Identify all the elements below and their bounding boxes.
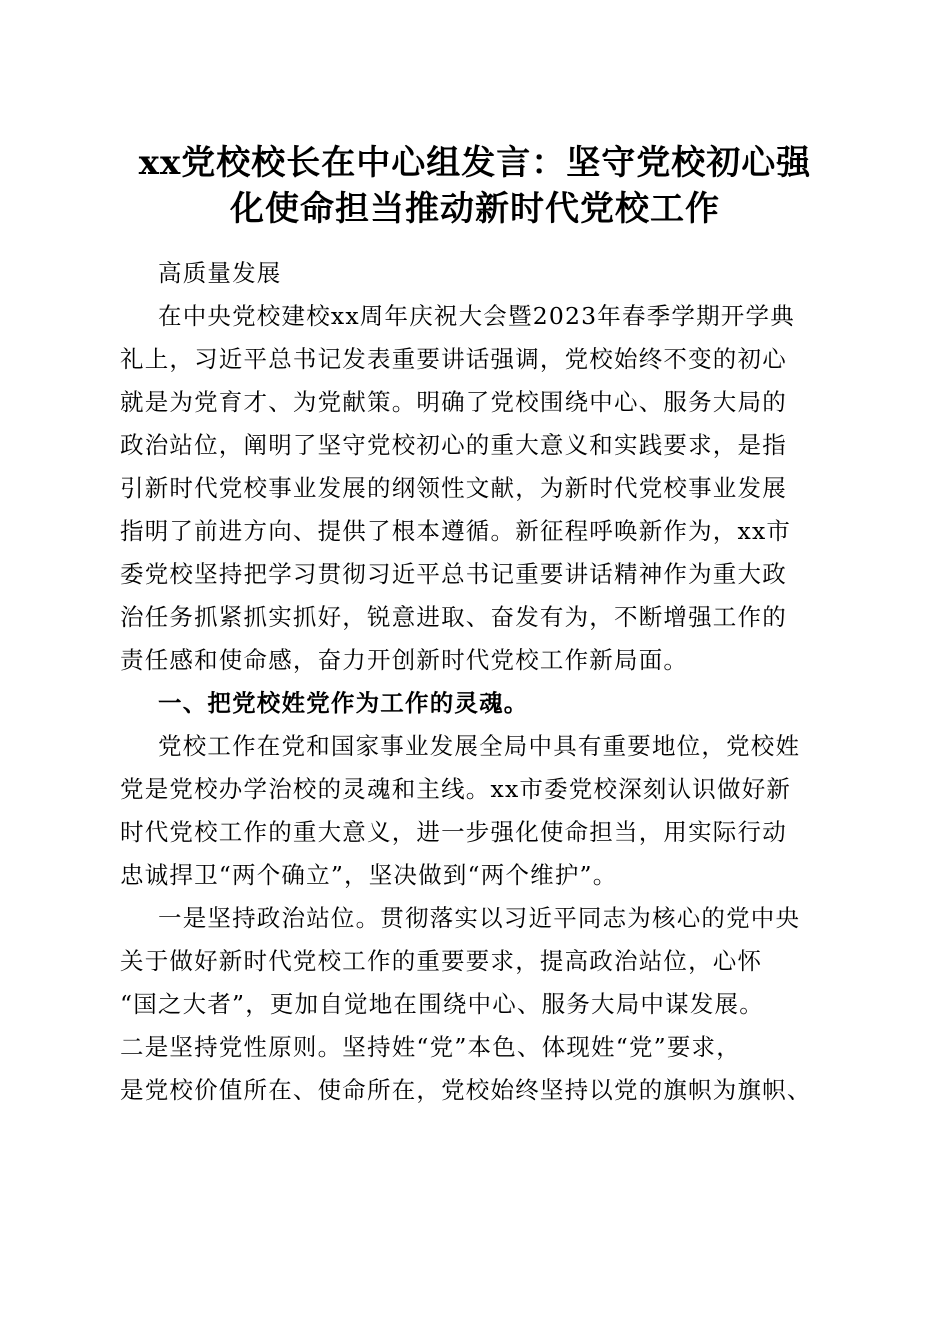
para2-line-1: 党校工作在党和国家事业发展全局中具有重要地位，党校姓 bbox=[158, 732, 801, 760]
para2-line-4: 忠诚捍卫“两个确立”，坚决做到“两个维护”。 bbox=[120, 861, 618, 889]
para1-line-6: 指明了前进方向、提供了根本遵循。新征程呼唤新作为，xx市 bbox=[120, 517, 792, 545]
para1-line-9: 责任感和使命感，奋力开创新时代党校工作新局面。 bbox=[120, 646, 689, 674]
para1-line-7: 委党校坚持把学习贯彻习近平总书记重要讲话精神作为重大政 bbox=[120, 560, 787, 588]
para1-line-1: 在中央党校建校xx周年庆祝大会暨2023年春季学期开学典 bbox=[158, 302, 795, 330]
para3-line-3: “国之大者”，更加自觉地在围绕中心、服务大局中谋发展。 bbox=[120, 990, 764, 1018]
subtitle: 高质量发展 bbox=[158, 259, 282, 287]
para3-line-2: 关于做好新时代党校工作的重要要求，提高政治站位，心怀 bbox=[120, 947, 763, 975]
document-title bbox=[100, 140, 850, 232]
para2-line-2: 党是党校办学治校的灵魂和主线。xx市委党校深刻认识做好新 bbox=[120, 775, 792, 803]
para3-line-1: 一是坚持政治站位。贯彻落实以习近平同志为核心的党中央 bbox=[158, 904, 801, 932]
title-line-1: xx党校校长在中心组发言：坚守党校初心强 bbox=[138, 143, 812, 183]
para1-line-2: 礼上，习近平总书记发表重要讲话强调，党校始终不变的初心 bbox=[120, 345, 787, 373]
para1-line-8: 治任务抓紧抓实抓好，锐意进取、奋发有为，不断增强工作的 bbox=[120, 603, 787, 631]
para3-line-5: 是党校价值所在、使命所在，党校始终坚持以党的旗帜为旗帜、 bbox=[120, 1076, 812, 1104]
para1-line-4: 政治站位，阐明了坚守党校初心的重大意义和实践要求，是指 bbox=[120, 431, 787, 459]
para3-line-4: 二是坚持党性原则。坚持姓“党”本色、体现姓“党”要求， bbox=[120, 1033, 741, 1061]
para1-line-5: 引新时代党校事业发展的纲领性文献，为新时代党校事业发展 bbox=[120, 474, 787, 502]
section-heading-1: 一、把党校姓党作为工作的灵魂。 bbox=[158, 689, 529, 717]
title-line-2: 化使命担当推动新时代党校工作 bbox=[230, 189, 720, 229]
para2-line-3: 时代党校工作的重大意义，进一步强化使命担当，用实际行动 bbox=[120, 818, 787, 846]
para1-line-3: 就是为党育才、为党献策。明确了党校围绕中心、服务大局的 bbox=[120, 388, 787, 416]
document-body bbox=[120, 252, 832, 1112]
